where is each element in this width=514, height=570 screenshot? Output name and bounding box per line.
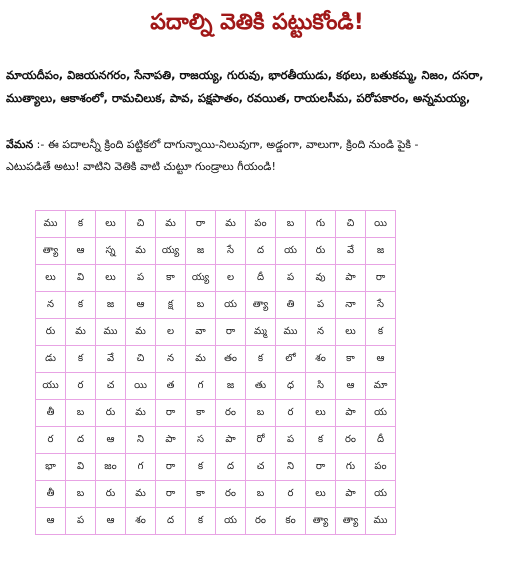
grid-cell[interactable]: వా <box>186 319 216 346</box>
grid-cell[interactable]: చ <box>96 373 126 400</box>
grid-cell[interactable]: లు <box>336 319 366 346</box>
grid-cell[interactable]: న <box>156 346 186 373</box>
grid-cell[interactable]: లో <box>276 346 306 373</box>
grid-cell[interactable]: ఆ <box>96 508 126 535</box>
grid-cell[interactable]: ర <box>276 400 306 427</box>
page-title: పదాల్ని వెతికి పట్టుకోండి! <box>150 10 364 35</box>
grid-cell[interactable]: త్యా <box>246 292 276 319</box>
grid-cell[interactable]: చి <box>336 211 366 238</box>
grid-cell[interactable]: యి <box>126 373 156 400</box>
grid-cell[interactable]: జ <box>216 373 246 400</box>
word-list-line: మాయదీపం, విజయనగరం, సేనాపతి, రాజయ్య, గురువు, భారతీయుడు, కథలు, బతుకమ్మ, నిజం, దసరా, <box>6 68 484 82</box>
grid-cell[interactable]: ద <box>216 454 246 481</box>
grid-cell[interactable]: క <box>306 427 336 454</box>
grid-cell[interactable]: ల <box>216 265 246 292</box>
grid-row <box>36 373 396 400</box>
grid-row <box>36 319 396 346</box>
grid-body <box>36 211 396 535</box>
grid-cell[interactable]: బ <box>66 481 96 508</box>
instructions <box>6 134 508 178</box>
grid-cell[interactable]: తీ <box>36 481 66 508</box>
grid-cell[interactable]: చ <box>246 454 276 481</box>
grid-cell[interactable]: రా <box>156 481 186 508</box>
grid-cell[interactable]: శం <box>126 508 156 535</box>
word-list-line: ముత్యాలు, ఆకాశంలో, రామచిలుక, పావ, పక్షపాతం, రవయిత, రాయలసీమ, పరోపకారం, అన్నమయ్య, <box>6 91 471 105</box>
grid-cell[interactable]: బ <box>246 481 276 508</box>
grid-cell[interactable]: ము <box>366 508 396 535</box>
grid-cell[interactable]: జ <box>186 238 216 265</box>
grid-cell[interactable]: తీ <box>36 400 66 427</box>
grid-cell[interactable]: మ <box>126 319 156 346</box>
grid-cell[interactable]: పా <box>336 400 366 427</box>
grid-cell[interactable]: య <box>276 238 306 265</box>
grid-cell[interactable]: మ <box>126 238 156 265</box>
grid-cell[interactable]: ఆ <box>336 373 366 400</box>
grid-cell[interactable]: మ్మ <box>246 319 276 346</box>
grid-cell[interactable]: మ <box>126 481 156 508</box>
grid-cell[interactable]: క్ష <box>156 292 186 319</box>
grid-cell[interactable]: ము <box>276 319 306 346</box>
grid-cell[interactable]: పా <box>216 427 246 454</box>
grid-cell[interactable]: త్యా <box>336 508 366 535</box>
grid-cell[interactable]: ఆ <box>96 427 126 454</box>
grid-cell[interactable]: యు <box>36 373 66 400</box>
grid-cell[interactable]: రా <box>306 454 336 481</box>
grid-cell[interactable]: పా <box>336 481 366 508</box>
grid-cell[interactable]: మా <box>366 373 396 400</box>
grid-cell[interactable]: కం <box>276 508 306 535</box>
grid-cell[interactable]: రం <box>216 481 246 508</box>
grid-cell[interactable]: బ <box>186 292 216 319</box>
grid-cell[interactable]: మ <box>66 319 96 346</box>
grid-cell[interactable]: ర <box>66 373 96 400</box>
grid-cell[interactable]: ఆ <box>36 508 66 535</box>
grid-cell[interactable]: లు <box>306 400 336 427</box>
grid-cell[interactable]: సి <box>306 373 336 400</box>
grid-cell[interactable]: పా <box>336 265 366 292</box>
instruction-line <box>6 134 508 156</box>
grid-cell[interactable]: య్య <box>156 238 186 265</box>
grid-cell[interactable]: క <box>66 211 96 238</box>
grid-cell[interactable]: భా <box>36 454 66 481</box>
grid-cell[interactable]: ఆ <box>126 292 156 319</box>
grid-cell[interactable]: బ <box>246 400 276 427</box>
grid-cell[interactable]: బ <box>66 400 96 427</box>
grid-cell[interactable]: రు <box>96 400 126 427</box>
grid-cell[interactable]: కా <box>186 400 216 427</box>
grid-cell[interactable]: ర <box>276 481 306 508</box>
grid-cell[interactable]: పం <box>246 211 276 238</box>
grid-cell[interactable]: సే <box>216 238 246 265</box>
grid-cell[interactable]: క <box>366 319 396 346</box>
grid-cell[interactable]: తు <box>246 373 276 400</box>
grid-cell[interactable]: రా <box>366 265 396 292</box>
grid-cell[interactable]: క <box>66 292 96 319</box>
grid-cell[interactable]: లు <box>96 211 126 238</box>
grid-cell[interactable]: వి <box>66 265 96 292</box>
grid-cell[interactable]: సే <box>366 292 396 319</box>
grid-row <box>36 238 396 265</box>
grid-cell[interactable]: తి <box>276 292 306 319</box>
word-list <box>6 64 508 110</box>
grid-cell[interactable]: ని <box>126 427 156 454</box>
grid-cell[interactable]: రు <box>36 319 66 346</box>
grid-cell[interactable]: రు <box>96 481 126 508</box>
grid-cell[interactable]: శం <box>306 346 336 373</box>
grid-cell[interactable]: ము <box>36 211 66 238</box>
grid-cell[interactable]: రం <box>216 400 246 427</box>
grid-cell[interactable]: మ <box>156 211 186 238</box>
grid-cell[interactable]: స్న <box>96 238 126 265</box>
grid-cell[interactable]: క <box>66 346 96 373</box>
grid-cell[interactable]: క <box>186 454 216 481</box>
grid-cell[interactable]: ద <box>246 238 276 265</box>
grid-row <box>36 265 396 292</box>
grid-cell[interactable]: గ <box>126 454 156 481</box>
grid-cell[interactable]: డు <box>36 346 66 373</box>
grid-cell[interactable]: కా <box>156 265 186 292</box>
grid-cell[interactable]: ము <box>96 319 126 346</box>
grid-cell[interactable]: చి <box>126 211 156 238</box>
grid-cell[interactable]: నా <box>336 292 366 319</box>
grid-row <box>36 346 396 373</box>
grid-cell[interactable]: వే <box>96 346 126 373</box>
grid-cell[interactable]: పా <box>156 427 186 454</box>
grid-cell[interactable]: ల <box>156 319 186 346</box>
grid-cell[interactable]: త <box>156 373 186 400</box>
grid-cell[interactable]: లు <box>96 265 126 292</box>
grid-cell[interactable]: వు <box>306 265 336 292</box>
grid-row <box>36 454 396 481</box>
grid-cell[interactable]: మ <box>186 346 216 373</box>
instruction-line: ఎటుపడితే అటు! వాటిని వెతికి వాటి చుట్టూ గుండ్రాలు గీయండి! <box>6 160 276 173</box>
grid-cell[interactable]: రు <box>306 238 336 265</box>
grid-cell[interactable]: రా <box>186 211 216 238</box>
grid-cell[interactable]: జ <box>366 238 396 265</box>
grid-row <box>36 427 396 454</box>
grid-cell[interactable]: ధ <box>276 373 306 400</box>
grid-cell[interactable]: దీ <box>366 427 396 454</box>
grid-cell[interactable]: జ <box>96 292 126 319</box>
instruction-text: :- ఈ పదాలన్నీ క్రింది పట్టికలో దాగున్నాయి-నిలువుగా, అడ్డంగా, వాలుగా, క్రింది నుండి పైకి - <box>33 138 419 151</box>
grid-cell[interactable]: గు <box>306 211 336 238</box>
word-search-grid <box>35 210 396 535</box>
grid-cell[interactable]: న <box>306 319 336 346</box>
grid-cell[interactable]: రా <box>156 454 186 481</box>
grid-cell[interactable]: కా <box>186 481 216 508</box>
grid-cell[interactable]: య <box>366 400 396 427</box>
grid-cell[interactable]: కా <box>336 346 366 373</box>
grid-cell[interactable]: యి <box>366 211 396 238</box>
grid-cell[interactable]: దీ <box>246 265 276 292</box>
grid-cell[interactable]: రా <box>216 319 246 346</box>
grid-cell[interactable]: ఆ <box>66 238 96 265</box>
grid-row <box>36 508 396 535</box>
grid-cell[interactable]: రం <box>336 427 366 454</box>
grid-cell[interactable]: వే <box>336 238 366 265</box>
grid-cell[interactable]: రం <box>246 508 276 535</box>
grid-cell[interactable]: పం <box>366 454 396 481</box>
grid-cell[interactable]: య <box>366 481 396 508</box>
grid-row <box>36 400 396 427</box>
word-vemana: వేమన <box>6 138 34 151</box>
grid-cell[interactable]: ప <box>306 292 336 319</box>
grid-cell[interactable]: త్యా <box>36 238 66 265</box>
grid-cell[interactable]: య <box>216 292 246 319</box>
grid-cell[interactable]: తం <box>216 346 246 373</box>
grid-cell[interactable]: మ <box>216 211 246 238</box>
grid-cell[interactable]: ప <box>276 265 306 292</box>
grid-cell[interactable]: రో <box>246 427 276 454</box>
grid-cell[interactable]: ఆ <box>366 346 396 373</box>
grid-cell[interactable]: ని <box>276 454 306 481</box>
grid-cell[interactable]: ద <box>156 508 186 535</box>
grid-cell[interactable]: య <box>216 508 246 535</box>
grid-cell[interactable]: ప <box>66 508 96 535</box>
grid-cell[interactable]: లు <box>36 265 66 292</box>
grid-cell[interactable]: వి <box>66 454 96 481</box>
grid-cell[interactable]: ద <box>66 427 96 454</box>
grid-cell[interactable]: గ <box>186 373 216 400</box>
grid-cell[interactable]: క <box>246 346 276 373</box>
grid-row <box>36 292 396 319</box>
grid-cell[interactable]: స <box>186 427 216 454</box>
grid-cell[interactable]: ప <box>126 265 156 292</box>
grid-cell[interactable]: య్య <box>186 265 216 292</box>
grid-row <box>36 481 396 508</box>
grid-cell[interactable]: బ <box>276 211 306 238</box>
grid-cell[interactable]: రా <box>156 400 186 427</box>
grid-cell[interactable]: జం <box>96 454 126 481</box>
grid-row <box>36 211 396 238</box>
grid-cell[interactable]: ప <box>276 427 306 454</box>
grid-cell[interactable]: గు <box>336 454 366 481</box>
grid-cell[interactable]: లు <box>306 481 336 508</box>
grid-cell[interactable]: మ <box>126 400 156 427</box>
grid-cell[interactable]: క <box>186 508 216 535</box>
grid-cell[interactable]: న <box>36 292 66 319</box>
grid-cell[interactable]: చి <box>126 346 156 373</box>
grid-cell[interactable]: ర <box>36 427 66 454</box>
grid-cell[interactable]: త్యా <box>306 508 336 535</box>
